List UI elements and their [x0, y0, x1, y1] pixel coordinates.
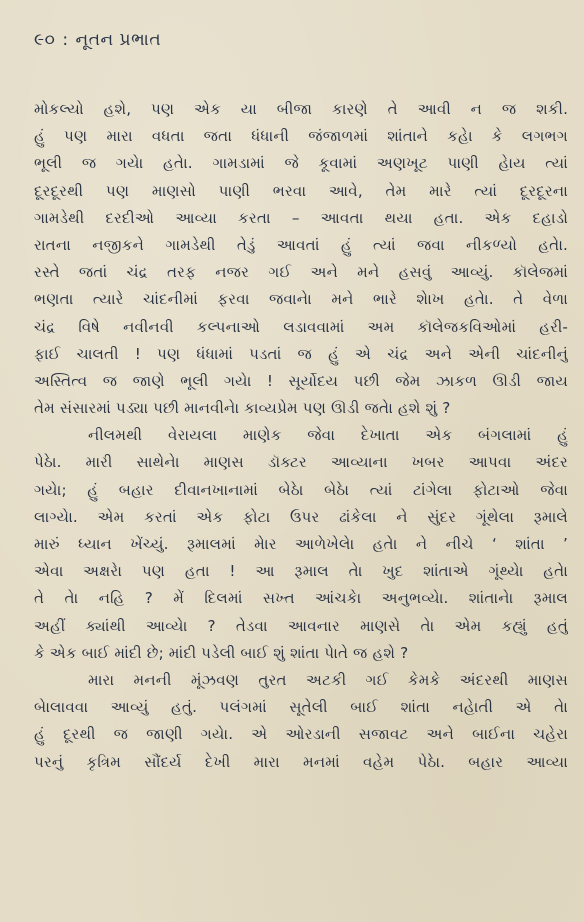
text-line: નીલમથી વેરાયલા માણેક જેવા દેખાતા એક બંગલામાં હું — [88, 426, 568, 445]
text-line: અહીં ક્યાંથી આવ્યેા ? તેડવા આવનાર માણસે તેા એમ કહ્યું હતું — [34, 616, 568, 635]
header-separator: : — [62, 30, 69, 50]
text-line: ગામડેથી દરદીઓ આવ્યા કરતા – આવતા થયા હતા. એક દહાડો — [34, 208, 568, 227]
text-line: દૂરદૂરથી પણ માણસો પાણી ભરવા આવે, તેમ મારે ત્યાં દૂરદૂરના — [34, 181, 568, 200]
text-line: મારું ધ્યાન ખેંચ્યું. રૂમાલમાં મેાર આળેખેલેા હતેા ને નીચે ‘ શાંતા ’ — [34, 535, 568, 553]
page-number: ૯૦ — [34, 30, 56, 50]
body-text — [34, 96, 568, 776]
text-line: તેમ સંસારમાં પડ્યા પછી માનવીનેા કાવ્યપ્રેમ પણ ઊડી જતેા હશે શું ? — [34, 399, 451, 418]
text-line: ભણતા ત્યારે ચાંદનીમાં ફરવા જવાનેા મને ભારે શેાખ હતેા. તે વેળા — [34, 290, 568, 309]
text-line: એવા અક્ષરેા પણ હતા ! આ રૂમાલ તેા ખુદ શાંતાએ ગૂંથ્યેા હતેા — [34, 562, 568, 581]
text-line: બેાલાવવા આવ્યું હતું. પલંગમાં સૂતેલી બાઈ શાંતા નહેાતી એ તેા — [34, 698, 568, 717]
text-line: પરનું કૃત્રિમ સૌંદર્ય દેખી મારા મનમાં વહેમ પેઠેા. બહાર આવ્યા — [34, 752, 568, 771]
paragraph-3 — [34, 667, 568, 776]
paragraph-2 — [34, 422, 568, 667]
text-line: ફાઈ ચાલતી ! પણ ધંધામાં પડતાં જ હું એ ચંદ્ર અને એની ચાંદનીનું — [34, 344, 568, 363]
text-line: રાતના નજીકને ગામડેથી તેડું આવતાં હું ત્યાં જવા નીકળ્યો હતેા. — [34, 235, 568, 254]
text-line: ગયેા; હું બહાર દીવાનખાનામાં બેઠેા બેઠેા ત્યાં ટાંગેલા ફોટાઓ જેવા — [34, 480, 568, 499]
book-title: નૂતન પ્રભાત — [75, 30, 162, 50]
text-line: લાગ્યેા. એમ કરતાં એક ફોટા ઉપર ઢાંકેલા ને સુંદર ગૂંથેલા રૂમાલે — [34, 507, 568, 526]
text-line: મારા મનની મૂંઝવણ તુરત અટકી ગઈ કેમકે અંદરથી માણસ — [88, 670, 568, 689]
text-line: ભૂલી જ ગયેા હતેા. ગામડામાં જે કૂવામાં અણખૂટ પાણી હેાય ત્યાં — [34, 154, 568, 173]
text-line: ચંદ્ર વિષે નવીનવી કલ્પનાઓ લડાવવામાં અમ કૉલેજકવિઓમાં હરી- — [34, 317, 568, 336]
paragraph-1 — [34, 96, 568, 422]
text-line: રસ્તે જતાં ચંદ્ર તરફ નજર ગઈ અને મને હસવું આવ્યું. કૉલેજમાં — [34, 263, 568, 282]
text-line: પેઠેા. મારી સાથેનેા માણસ ડૉક્ટર આવ્યાના ખબર આપવા અંદર — [34, 453, 568, 472]
text-line: હું દૂરથી જ જાણી ગયેા. એ ઓરડાની સજાવટ અને બાઈના ચહેરા — [34, 725, 568, 744]
text-line: હું પણ મારા વધતા જતા ધંધાની જંજાળમાં શાંતાને કહેા કે લગભગ — [34, 127, 568, 146]
text-line: મોકલ્યો હશે, પણ એક યા બીજા કારણે તે આવી ન જ શકી. — [34, 100, 568, 118]
running-header — [34, 30, 161, 50]
text-line: અસ્તિત્વ જ જાણે ભૂલી ગયેા ! સૂર્યોદય પછી જેમ ઝાકળ ઊડી જાય — [34, 371, 568, 390]
text-line: કે એક બાઈ માંદી છે; માંદી પડેલી બાઈ શું શાંતા પેાતે જ હશે ? — [34, 643, 409, 662]
text-line: તે તેા નહિ ? મેં દિલમાં સખ્ત આંચકેા અનુભવ્યેા. શાંતાનેા રૂમાલ — [34, 589, 568, 608]
